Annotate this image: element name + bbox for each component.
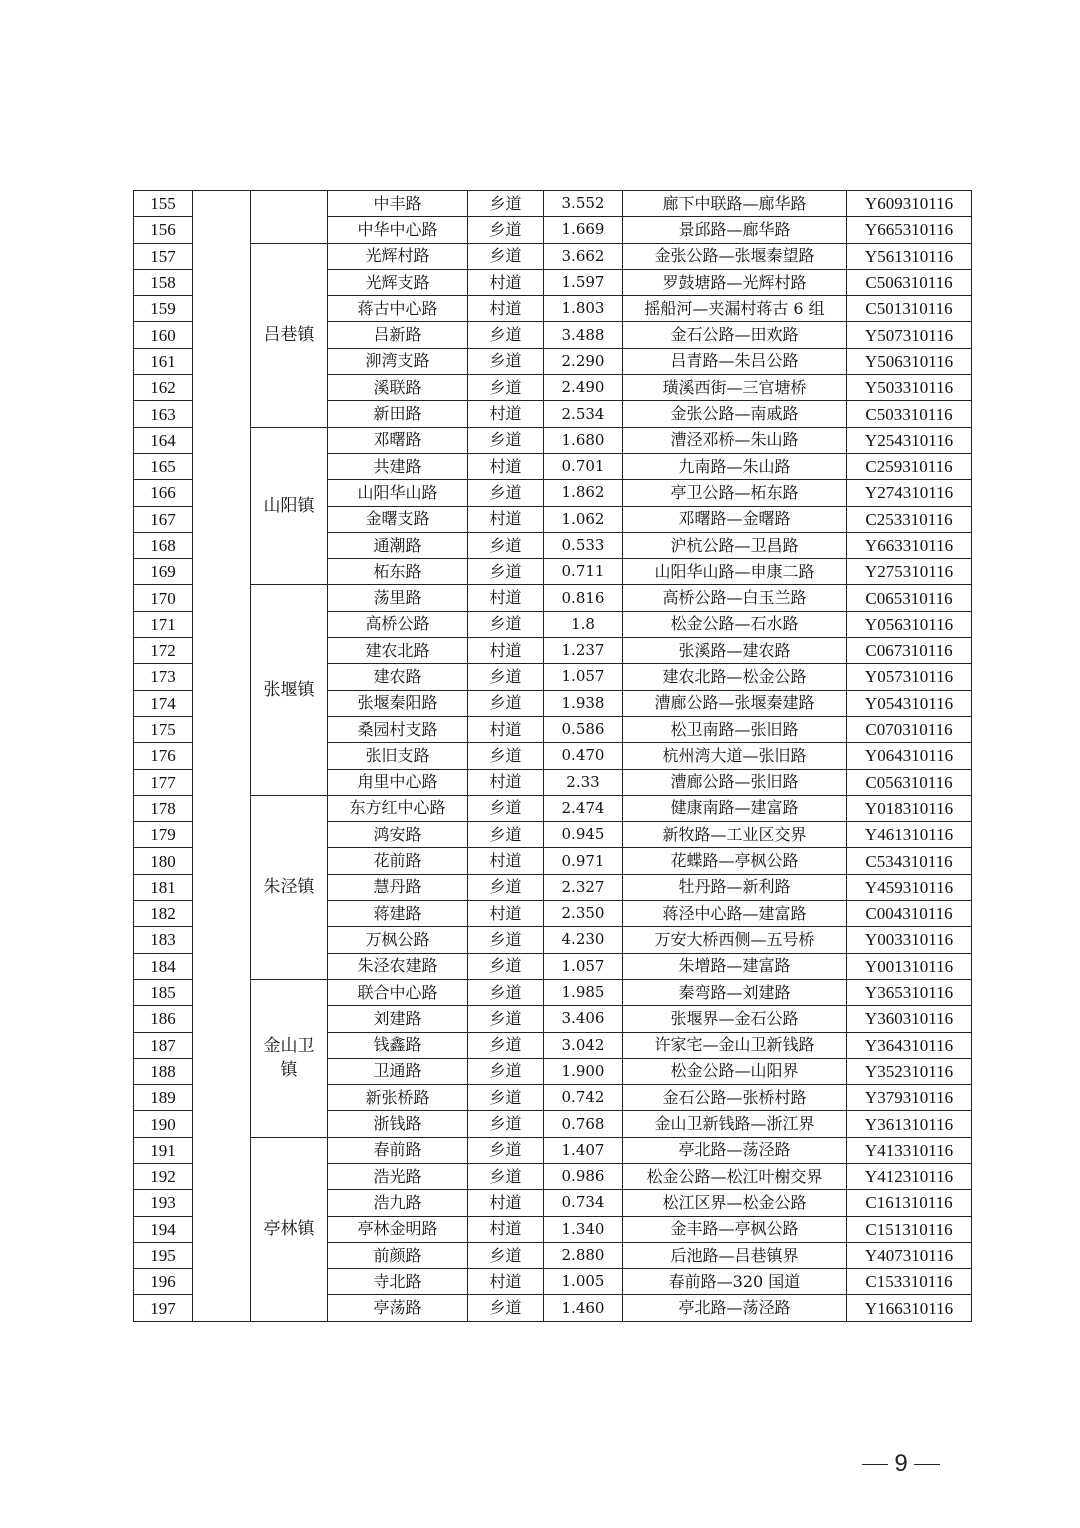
road-length-cell: 1.057 [544, 664, 623, 690]
row-number-cell: 173 [134, 664, 193, 690]
road-code-cell: Y018310116 [847, 795, 972, 821]
road-route-cell: 摇船河—夹漏村蒋古 6 组 [623, 296, 847, 322]
road-route-cell: 后池路—吕巷镇界 [623, 1242, 847, 1268]
road-type-cell: 村道 [468, 769, 544, 795]
road-name-cell: 钱鑫路 [328, 1032, 468, 1058]
road-length-cell: 1.900 [544, 1058, 623, 1084]
road-name-cell: 甪里中心路 [328, 769, 468, 795]
road-length-cell: 1.862 [544, 480, 623, 506]
road-type-cell: 村道 [468, 506, 544, 532]
road-name-cell: 泖湾支路 [328, 348, 468, 374]
road-code-cell: Y057310116 [847, 664, 972, 690]
road-name-cell: 山阳华山路 [328, 480, 468, 506]
road-code-cell: Y274310116 [847, 480, 972, 506]
row-number-cell: 165 [134, 453, 193, 479]
road-length-cell: 0.470 [544, 743, 623, 769]
table-row [134, 1137, 972, 1163]
row-number-cell: 159 [134, 296, 193, 322]
road-code-cell: C259310116 [847, 453, 972, 479]
road-name-cell: 刘建路 [328, 1006, 468, 1032]
road-route-cell: 新牧路—工业区交界 [623, 822, 847, 848]
row-number-cell: 170 [134, 585, 193, 611]
road-list-table [133, 190, 972, 1322]
table-row [134, 427, 972, 453]
table-row [134, 191, 972, 217]
road-type-cell: 乡道 [468, 532, 544, 558]
road-name-cell: 中华中心路 [328, 217, 468, 243]
road-name-cell: 卫通路 [328, 1058, 468, 1084]
road-length-cell: 0.768 [544, 1111, 623, 1137]
road-name-cell: 联合中心路 [328, 979, 468, 1005]
row-number-cell: 161 [134, 348, 193, 374]
road-code-cell: C506310116 [847, 269, 972, 295]
road-length-cell: 0.586 [544, 716, 623, 742]
road-name-cell: 高桥公路 [328, 611, 468, 637]
road-length-cell: 1.005 [544, 1269, 623, 1295]
road-length-cell: 0.742 [544, 1085, 623, 1111]
road-route-cell: 蒋泾中心路—建富路 [623, 901, 847, 927]
row-number-cell: 179 [134, 822, 193, 848]
row-number-cell: 156 [134, 217, 193, 243]
road-name-cell: 荡里路 [328, 585, 468, 611]
road-code-cell: Y365310116 [847, 979, 972, 1005]
road-route-cell: 松金公路—松江叶榭交界 [623, 1163, 847, 1189]
road-route-cell: 景邱路—廊华路 [623, 217, 847, 243]
row-number-cell: 160 [134, 322, 193, 348]
road-type-cell: 乡道 [468, 243, 544, 269]
road-name-cell: 新张桥路 [328, 1085, 468, 1111]
road-length-cell: 3.552 [544, 191, 623, 217]
road-length-cell: 0.945 [544, 822, 623, 848]
road-type-cell: 乡道 [468, 1111, 544, 1137]
row-number-cell: 168 [134, 532, 193, 558]
road-code-cell: Y503310116 [847, 375, 972, 401]
road-route-cell: 山阳华山路—申康二路 [623, 559, 847, 585]
road-length-cell: 1.407 [544, 1137, 623, 1163]
road-route-cell: 亭北路—荡泾路 [623, 1137, 847, 1163]
road-code-cell: Y001310116 [847, 953, 972, 979]
row-number-cell: 171 [134, 611, 193, 637]
road-name-cell: 蒋古中心路 [328, 296, 468, 322]
row-number-cell: 164 [134, 427, 193, 453]
road-type-cell: 乡道 [468, 322, 544, 348]
road-length-cell: 0.701 [544, 453, 623, 479]
road-length-cell: 3.042 [544, 1032, 623, 1058]
road-length-cell: 1.237 [544, 638, 623, 664]
road-route-cell: 金山卫新钱路—浙江界 [623, 1111, 847, 1137]
row-number-cell: 176 [134, 743, 193, 769]
road-type-cell: 乡道 [468, 664, 544, 690]
road-type-cell: 乡道 [468, 191, 544, 217]
road-type-cell: 乡道 [468, 480, 544, 506]
road-type-cell: 村道 [468, 269, 544, 295]
page-number: 9 [894, 1450, 908, 1477]
row-number-cell: 187 [134, 1032, 193, 1058]
page-number-footer [856, 1450, 946, 1478]
road-length-cell: 1.803 [544, 296, 623, 322]
road-route-cell: 漕泾邓桥—朱山路 [623, 427, 847, 453]
road-code-cell: Y064310116 [847, 743, 972, 769]
row-number-cell: 166 [134, 480, 193, 506]
town-cell: 吕巷镇 [251, 243, 328, 427]
road-type-cell: 村道 [468, 1190, 544, 1216]
town-cell: 亭林镇 [251, 1137, 328, 1321]
road-type-cell: 乡道 [468, 1242, 544, 1268]
table-row [134, 585, 972, 611]
road-code-cell: Y054310116 [847, 690, 972, 716]
road-route-cell: 许家宅—金山卫新钱路 [623, 1032, 847, 1058]
row-number-cell: 185 [134, 979, 193, 1005]
road-route-cell: 金张公路—张堰秦望路 [623, 243, 847, 269]
road-route-cell: 亭卫公路—柘东路 [623, 480, 847, 506]
road-code-cell: Y056310116 [847, 611, 972, 637]
district-cell [193, 191, 251, 1322]
road-route-cell: 亭北路—荡泾路 [623, 1295, 847, 1321]
road-type-cell: 乡道 [468, 690, 544, 716]
row-number-cell: 167 [134, 506, 193, 532]
town-cell: 金山卫镇 [251, 979, 328, 1137]
road-type-cell: 村道 [468, 901, 544, 927]
road-length-cell: 1.985 [544, 979, 623, 1005]
row-number-cell: 196 [134, 1269, 193, 1295]
road-route-cell: 金张公路—南戚路 [623, 401, 847, 427]
row-number-cell: 169 [134, 559, 193, 585]
road-type-cell: 乡道 [468, 979, 544, 1005]
road-name-cell: 邓曙路 [328, 427, 468, 453]
road-name-cell: 春前路 [328, 1137, 468, 1163]
road-length-cell: 1.597 [544, 269, 623, 295]
road-type-cell: 乡道 [468, 1163, 544, 1189]
road-code-cell: Y412310116 [847, 1163, 972, 1189]
road-name-cell: 溪联路 [328, 375, 468, 401]
road-length-cell: 3.488 [544, 322, 623, 348]
row-number-cell: 155 [134, 191, 193, 217]
road-code-cell: Y352310116 [847, 1058, 972, 1084]
town-cell: 张堰镇 [251, 585, 328, 795]
road-name-cell: 金曙支路 [328, 506, 468, 532]
road-length-cell: 1.460 [544, 1295, 623, 1321]
road-code-cell: Y254310116 [847, 427, 972, 453]
road-name-cell: 东方红中心路 [328, 795, 468, 821]
dash-left-icon [862, 1464, 888, 1466]
road-type-cell: 乡道 [468, 874, 544, 900]
road-code-cell: C151310116 [847, 1216, 972, 1242]
road-code-cell: Y609310116 [847, 191, 972, 217]
row-number-cell: 183 [134, 927, 193, 953]
road-route-cell: 松江区界—松金公路 [623, 1190, 847, 1216]
row-number-cell: 178 [134, 795, 193, 821]
road-name-cell: 桑园村支路 [328, 716, 468, 742]
road-length-cell: 2.327 [544, 874, 623, 900]
road-name-cell: 寺北路 [328, 1269, 468, 1295]
road-name-cell: 吕新路 [328, 322, 468, 348]
town-cell: 山阳镇 [251, 427, 328, 585]
road-length-cell: 0.533 [544, 532, 623, 558]
road-length-cell: 2.534 [544, 401, 623, 427]
row-number-cell: 158 [134, 269, 193, 295]
road-code-cell: C070310116 [847, 716, 972, 742]
table-row [134, 979, 972, 1005]
road-length-cell: 2.350 [544, 901, 623, 927]
row-number-cell: 162 [134, 375, 193, 401]
road-type-cell: 乡道 [468, 559, 544, 585]
road-code-cell: Y364310116 [847, 1032, 972, 1058]
road-route-cell: 秦弯路—刘建路 [623, 979, 847, 1005]
road-type-cell: 村道 [468, 716, 544, 742]
row-number-cell: 157 [134, 243, 193, 269]
road-type-cell: 乡道 [468, 1058, 544, 1084]
table-body [134, 191, 972, 1322]
road-code-cell: Y507310116 [847, 322, 972, 348]
row-number-cell: 163 [134, 401, 193, 427]
road-type-cell: 村道 [468, 296, 544, 322]
road-name-cell: 蒋建路 [328, 901, 468, 927]
road-name-cell: 建农北路 [328, 638, 468, 664]
road-length-cell: 1.340 [544, 1216, 623, 1242]
road-length-cell: 1.938 [544, 690, 623, 716]
road-code-cell: Y003310116 [847, 927, 972, 953]
road-code-cell: Y360310116 [847, 1006, 972, 1032]
road-length-cell: 1.680 [544, 427, 623, 453]
dash-right-icon [914, 1464, 940, 1466]
road-route-cell: 杭州湾大道—张旧路 [623, 743, 847, 769]
road-route-cell: 松金公路—石水路 [623, 611, 847, 637]
road-type-cell: 乡道 [468, 348, 544, 374]
road-type-cell: 乡道 [468, 743, 544, 769]
road-type-cell: 乡道 [468, 822, 544, 848]
road-code-cell: Y461310116 [847, 822, 972, 848]
road-route-cell: 沪杭公路—卫昌路 [623, 532, 847, 558]
road-route-cell: 张溪路—建农路 [623, 638, 847, 664]
road-route-cell: 廊下中联路—廊华路 [623, 191, 847, 217]
row-number-cell: 197 [134, 1295, 193, 1321]
road-name-cell: 亭林金明路 [328, 1216, 468, 1242]
road-code-cell: C534310116 [847, 848, 972, 874]
road-type-cell: 村道 [468, 585, 544, 611]
road-code-cell: C161310116 [847, 1190, 972, 1216]
road-type-cell: 村道 [468, 848, 544, 874]
road-route-cell: 春前路—320 国道 [623, 1269, 847, 1295]
road-route-cell: 漕廊公路—张旧路 [623, 769, 847, 795]
road-type-cell: 乡道 [468, 217, 544, 243]
road-length-cell: 2.880 [544, 1242, 623, 1268]
road-code-cell: C253310116 [847, 506, 972, 532]
road-code-cell: C153310116 [847, 1269, 972, 1295]
road-route-cell: 九南路—朱山路 [623, 453, 847, 479]
road-route-cell: 高桥公路—白玉兰路 [623, 585, 847, 611]
road-route-cell: 金石公路—张桥村路 [623, 1085, 847, 1111]
road-type-cell: 乡道 [468, 427, 544, 453]
road-code-cell: Y413310116 [847, 1137, 972, 1163]
road-name-cell: 光辉村路 [328, 243, 468, 269]
road-type-cell: 村道 [468, 1216, 544, 1242]
road-code-cell: Y665310116 [847, 217, 972, 243]
road-name-cell: 张堰秦阳路 [328, 690, 468, 716]
road-length-cell: 2.290 [544, 348, 623, 374]
road-name-cell: 万枫公路 [328, 927, 468, 953]
road-route-cell: 金丰路—亭枫公路 [623, 1216, 847, 1242]
road-length-cell: 1.669 [544, 217, 623, 243]
road-code-cell: Y459310116 [847, 874, 972, 900]
road-type-cell: 乡道 [468, 927, 544, 953]
road-route-cell: 朱增路—建富路 [623, 953, 847, 979]
road-code-cell: Y663310116 [847, 532, 972, 558]
road-code-cell: Y506310116 [847, 348, 972, 374]
road-route-cell: 金石公路—田欢路 [623, 322, 847, 348]
row-number-cell: 172 [134, 638, 193, 664]
road-length-cell: 0.734 [544, 1190, 623, 1216]
road-route-cell: 漕廊公路—张堰秦建路 [623, 690, 847, 716]
road-name-cell: 新田路 [328, 401, 468, 427]
row-number-cell: 190 [134, 1111, 193, 1137]
road-name-cell: 通潮路 [328, 532, 468, 558]
road-name-cell: 花前路 [328, 848, 468, 874]
road-length-cell: 3.662 [544, 243, 623, 269]
road-type-cell: 乡道 [468, 611, 544, 637]
road-route-cell: 罗鼓塘路—光辉村路 [623, 269, 847, 295]
row-number-cell: 174 [134, 690, 193, 716]
road-code-cell: C503310116 [847, 401, 972, 427]
road-code-cell: Y407310116 [847, 1242, 972, 1268]
road-length-cell: 3.406 [544, 1006, 623, 1032]
row-number-cell: 177 [134, 769, 193, 795]
road-route-cell: 建农北路—松金公路 [623, 664, 847, 690]
road-type-cell: 村道 [468, 1269, 544, 1295]
road-route-cell: 万安大桥西侧—五号桥 [623, 927, 847, 953]
road-code-cell: C501310116 [847, 296, 972, 322]
row-number-cell: 182 [134, 901, 193, 927]
road-route-cell: 牡丹路—新利路 [623, 874, 847, 900]
road-length-cell: 1.8 [544, 611, 623, 637]
road-name-cell: 亭荡路 [328, 1295, 468, 1321]
road-code-cell: Y379310116 [847, 1085, 972, 1111]
road-name-cell: 前颜路 [328, 1242, 468, 1268]
road-code-cell: C056310116 [847, 769, 972, 795]
road-length-cell: 2.474 [544, 795, 623, 821]
row-number-cell: 193 [134, 1190, 193, 1216]
road-route-cell: 吕青路—朱吕公路 [623, 348, 847, 374]
road-length-cell: 0.971 [544, 848, 623, 874]
road-length-cell: 1.062 [544, 506, 623, 532]
row-number-cell: 189 [134, 1085, 193, 1111]
road-name-cell: 鸿安路 [328, 822, 468, 848]
town-cell: 朱泾镇 [251, 795, 328, 979]
road-route-cell: 健康南路—建富路 [623, 795, 847, 821]
road-code-cell: Y361310116 [847, 1111, 972, 1137]
row-number-cell: 195 [134, 1242, 193, 1268]
row-number-cell: 180 [134, 848, 193, 874]
row-number-cell: 184 [134, 953, 193, 979]
road-type-cell: 乡道 [468, 953, 544, 979]
road-length-cell: 1.057 [544, 953, 623, 979]
road-length-cell: 0.816 [544, 585, 623, 611]
road-type-cell: 乡道 [468, 1006, 544, 1032]
road-name-cell: 浙钱路 [328, 1111, 468, 1137]
road-type-cell: 乡道 [468, 375, 544, 401]
road-name-cell: 柘东路 [328, 559, 468, 585]
road-code-cell: C067310116 [847, 638, 972, 664]
road-route-cell: 张堰界—金石公路 [623, 1006, 847, 1032]
road-length-cell: 2.490 [544, 375, 623, 401]
road-name-cell: 张旧支路 [328, 743, 468, 769]
road-name-cell: 中丰路 [328, 191, 468, 217]
road-route-cell: 花蝶路—亭枫公路 [623, 848, 847, 874]
road-code-cell: Y561310116 [847, 243, 972, 269]
road-name-cell: 建农路 [328, 664, 468, 690]
road-code-cell: C065310116 [847, 585, 972, 611]
road-type-cell: 乡道 [468, 795, 544, 821]
road-type-cell: 乡道 [468, 1032, 544, 1058]
road-route-cell: 松卫南路—张旧路 [623, 716, 847, 742]
town-cell [251, 191, 328, 244]
road-name-cell: 朱泾农建路 [328, 953, 468, 979]
road-type-cell: 乡道 [468, 1295, 544, 1321]
road-type-cell: 乡道 [468, 1085, 544, 1111]
road-type-cell: 村道 [468, 638, 544, 664]
table-row [134, 243, 972, 269]
road-route-cell: 松金公路—山阳界 [623, 1058, 847, 1084]
row-number-cell: 175 [134, 716, 193, 742]
table-row [134, 795, 972, 821]
road-type-cell: 村道 [468, 453, 544, 479]
road-code-cell: Y166310116 [847, 1295, 972, 1321]
road-name-cell: 共建路 [328, 453, 468, 479]
road-type-cell: 乡道 [468, 1137, 544, 1163]
road-length-cell: 2.33 [544, 769, 623, 795]
row-number-cell: 186 [134, 1006, 193, 1032]
road-route-cell: 邓曙路—金曙路 [623, 506, 847, 532]
row-number-cell: 194 [134, 1216, 193, 1242]
road-name-cell: 慧丹路 [328, 874, 468, 900]
road-code-cell: C004310116 [847, 901, 972, 927]
road-length-cell: 0.711 [544, 559, 623, 585]
road-length-cell: 4.230 [544, 927, 623, 953]
road-length-cell: 0.986 [544, 1163, 623, 1189]
road-name-cell: 浩九路 [328, 1190, 468, 1216]
row-number-cell: 188 [134, 1058, 193, 1084]
road-name-cell: 光辉支路 [328, 269, 468, 295]
road-name-cell: 浩光路 [328, 1163, 468, 1189]
road-code-cell: Y275310116 [847, 559, 972, 585]
road-route-cell: 璜溪西街—三官塘桥 [623, 375, 847, 401]
row-number-cell: 192 [134, 1163, 193, 1189]
row-number-cell: 181 [134, 874, 193, 900]
row-number-cell: 191 [134, 1137, 193, 1163]
road-type-cell: 村道 [468, 401, 544, 427]
